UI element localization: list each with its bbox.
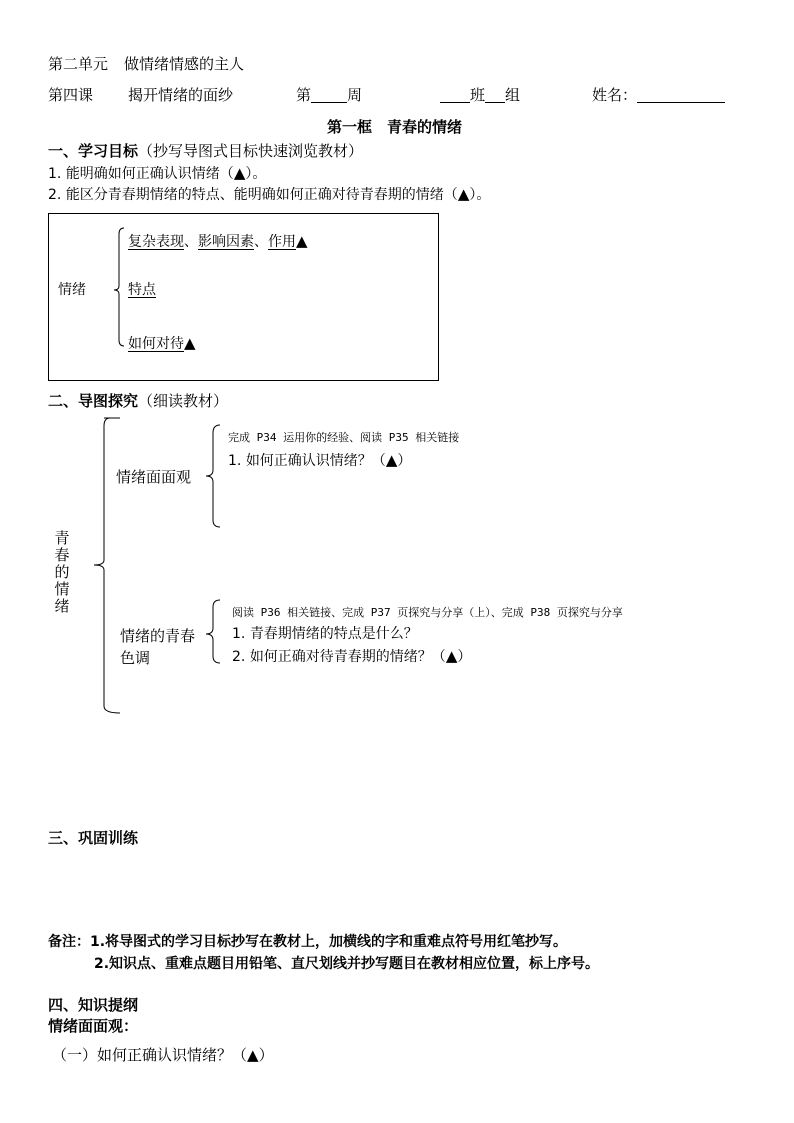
key-point-icon: ▲ (247, 1046, 259, 1064)
explore-heading-note: （细读教材） (138, 392, 229, 410)
group-label: 组 (505, 86, 521, 104)
branch-sep: 、 (184, 234, 198, 250)
explore-heading: 二、导图探究 (48, 392, 139, 410)
explore-branch-2-label-1: 情绪的青春 (120, 627, 196, 645)
practice-heading: 三、巩固训练 (48, 829, 139, 847)
branch-term: 影响因素 (198, 234, 254, 250)
goal-tail: ）。 (469, 187, 491, 203)
mindmap-branch-1 (128, 232, 308, 251)
explore-branch-1-task: 完成 P34 运用你的经验、阅读 P35 相关链接 (228, 431, 460, 444)
question-num: 2. (232, 649, 246, 665)
key-point-icon: ▲ (233, 164, 246, 182)
explore-branch-1-label: 情绪面面观 (116, 468, 192, 486)
key-point-icon: ▲ (445, 647, 458, 665)
goal-num: 1. (48, 166, 62, 182)
question-num: 1. (232, 626, 246, 642)
outline-heading: 四、知识提纲 (48, 996, 139, 1014)
unit-title: 做情绪情感的主人 (124, 55, 245, 73)
lesson-title: 揭开情绪的面纱 (128, 86, 234, 104)
key-point-icon: ▲ (296, 232, 308, 250)
week-suffix: 周 (347, 86, 363, 104)
root-char: 青 (54, 529, 70, 547)
goal-num: 2. (48, 187, 62, 203)
question-text: 如何正确认识情绪？（ (245, 453, 386, 469)
outline-item-text: （一）如何正确认识情绪？（ (52, 1046, 248, 1064)
class-label: 班 (470, 86, 486, 104)
outline-item-tail: ） (258, 1046, 274, 1064)
mindmap-branch-3 (128, 334, 196, 353)
question-tail: ） (397, 453, 412, 469)
explore-question (228, 451, 411, 470)
notes-line-2: 2.知识点、重难点题目用铅笔、直尺划线并抄写题目在教材相应位置，标上序号。 (94, 956, 600, 972)
question-tail: ） (457, 649, 472, 665)
mindmap-root: 情绪 (58, 282, 86, 298)
explore-question (232, 647, 471, 666)
explore-heading-line (48, 392, 228, 410)
explore-branch-2-task: 阅读 P36 相关链接、完成 P37 页探究与分享（上）、完成 P38 页探究与分享 (232, 606, 623, 619)
goal-text: 能明确如何正确认识情绪（ (65, 166, 234, 182)
branch-term: 如何对待 (128, 336, 184, 352)
goal-text: 能区分青春期情绪的特点、能明确如何正确对待青春期的情绪（ (65, 187, 458, 203)
unit-label: 第二单元 (48, 55, 109, 73)
root-char: 情 (54, 580, 70, 598)
goals-heading: 一、学习目标 (48, 142, 139, 160)
root-char: 绪 (54, 597, 70, 615)
branch-term: 复杂表现 (128, 234, 184, 250)
root-char: 的 (54, 563, 70, 581)
explore-question (232, 626, 418, 643)
goal-tail: ）。 (245, 166, 267, 182)
lesson-label: 第四课 (48, 86, 94, 104)
question-text: 如何正确对待青春期的情绪？（ (249, 649, 446, 665)
question-num: 1. (228, 453, 242, 469)
root-char: 春 (54, 546, 70, 564)
name-label: 姓名： (592, 86, 638, 104)
goals-heading-note: （抄写导图式目标快速浏览教材） (138, 142, 364, 160)
week-prefix: 第 (296, 86, 312, 104)
notes-text: 1.将导图式的学习目标抄写在教材上，加横线的字和重难点符号用红笔抄写。 (90, 934, 568, 950)
question-text: 青春期情绪的特点是什么？ (249, 626, 418, 642)
key-point-icon: ▲ (457, 185, 470, 203)
outline-sub: 情绪面面观： (48, 1017, 139, 1035)
notes-label: 备注： (48, 934, 90, 950)
mindmap-branch-2: 特点 (128, 282, 156, 298)
key-point-icon: ▲ (385, 451, 398, 469)
outline-item (52, 1046, 274, 1064)
section-title: 第一框 青春的情绪 (327, 118, 463, 136)
notes-line-1 (48, 934, 567, 951)
key-point-icon: ▲ (184, 334, 196, 352)
explore-branch-2-label-2: 色调 (120, 649, 151, 667)
explore-root (53, 530, 71, 615)
branch-sep: 、 (254, 234, 268, 250)
branch-term: 作用 (268, 234, 296, 250)
